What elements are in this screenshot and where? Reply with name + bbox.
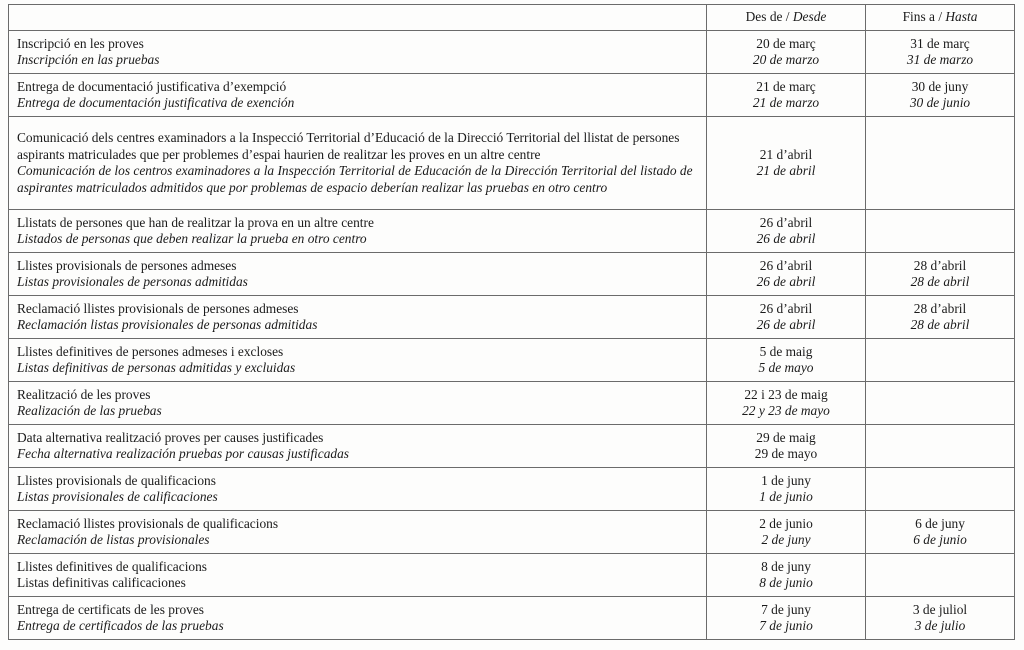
to-ca: 6 de juny (915, 515, 965, 531)
to-ca: 28 d’abril (913, 257, 967, 273)
activity-es: Reclamación listas provisionales de personas admitidas (17, 317, 318, 332)
from-es: 21 de marzo (752, 95, 820, 110)
activity-cell (9, 117, 707, 210)
activity-es: Listas definitivas de personas admitidas y excluidas (17, 360, 296, 375)
from-cell (707, 554, 866, 597)
from-ca: 1 de juny (761, 472, 811, 488)
header-to (866, 5, 1015, 31)
to-cell (866, 31, 1015, 74)
to-cell (866, 382, 1015, 425)
to-cell (866, 210, 1015, 253)
to-cell (866, 74, 1015, 117)
table-header-row (9, 5, 1015, 31)
from-es: 21 de abril (756, 163, 816, 178)
from-cell (707, 339, 866, 382)
header-activity (9, 5, 707, 31)
to-es: 30 de junio (909, 95, 971, 110)
from-cell (707, 74, 866, 117)
from-cell (707, 253, 866, 296)
to-es: 28 de abril (910, 274, 970, 289)
from-cell (707, 511, 866, 554)
activity-es: Entrega de documentación justificativa de exención (17, 95, 295, 110)
from-ca: 21 de març (756, 78, 816, 94)
from-ca: 26 d’abril (759, 300, 813, 316)
from-ca: 8 de juny (761, 558, 811, 574)
table-row (9, 554, 1015, 597)
to-cell (866, 117, 1015, 210)
activity-es: Fecha alternativa realización pruebas por causas justificadas (17, 446, 350, 461)
activity-ca: Inscripció en les proves (17, 35, 144, 51)
from-ca: 2 de junio (759, 515, 813, 531)
from-cell (707, 382, 866, 425)
from-es: 26 de abril (756, 274, 816, 289)
table-row (9, 382, 1015, 425)
from-cell (707, 425, 866, 468)
table-row (9, 253, 1015, 296)
activity-ca: Entrega de documentació justificativa d’exempció (17, 78, 287, 94)
activity-ca: Comunicació dels centres examinadors a la Inspecció Territorial d’Educació de la Direcció Territorial del llistat de persones aspirants matriculades que per problemes d’espai haurien de realitzar les proves en un altre centre (17, 130, 680, 162)
activity-es: Listas definitivas calificaciones (17, 575, 186, 590)
from-ca: 26 d’abril (759, 257, 813, 273)
from-es: 5 de mayo (758, 360, 814, 375)
from-ca: 5 de maig (759, 343, 813, 359)
to-es: 31 de marzo (906, 52, 974, 67)
from-ca: 29 de maig (756, 429, 816, 445)
to-ca: 28 d’abril (913, 300, 967, 316)
table-row (9, 31, 1015, 74)
activity-ca: Llistes definitives de qualificacions (17, 558, 208, 574)
header-to-ca: Fins a / (902, 9, 946, 25)
to-ca: 30 de juny (911, 78, 969, 94)
table-row (9, 468, 1015, 511)
to-ca: 31 de març (910, 35, 970, 51)
activity-es: Inscripción en las pruebas (17, 52, 160, 67)
header-to-es: Hasta (945, 9, 978, 25)
to-ca: 3 de juliol (912, 601, 968, 617)
from-cell (707, 31, 866, 74)
from-es: 26 de abril (756, 317, 816, 332)
to-cell (866, 253, 1015, 296)
to-cell (866, 339, 1015, 382)
activity-cell (9, 425, 707, 468)
activity-ca: Reclamació llistes provisionals de qualificacions (17, 515, 279, 531)
activity-ca: Entrega de certificats de les proves (17, 601, 205, 617)
table-row (9, 511, 1015, 554)
table-row (9, 339, 1015, 382)
activity-es: Realización de las pruebas (17, 403, 162, 418)
from-es: 2 de juny (761, 532, 811, 547)
activity-cell (9, 339, 707, 382)
activity-cell (9, 468, 707, 511)
activity-ca: Llistes provisionals de persones admeses (17, 257, 237, 273)
from-es: 22 y 23 de mayo (742, 403, 830, 418)
activity-es: Entrega de certificados de las pruebas (17, 618, 224, 633)
from-ca: 22 i 23 de maig (744, 386, 828, 402)
from-ca: 20 de març (756, 35, 816, 51)
to-cell (866, 554, 1015, 597)
activity-cell (9, 31, 707, 74)
activity-cell (9, 597, 707, 640)
activity-es: Comunicación de los centros examinadores a la Inspección Territorial de Educación de la Dirección Territorial del listado de aspirantes matriculados admitidos que por problemas de espacio deberían realizar las pruebas en otro centro (17, 163, 693, 195)
from-cell (707, 468, 866, 511)
table-row (9, 117, 1015, 210)
activity-cell (9, 382, 707, 425)
activity-ca: Llistes provisionals de qualificacions (17, 472, 216, 488)
from-es: 26 de abril (756, 231, 816, 246)
from-es: 7 de junio (759, 618, 813, 633)
from-cell (707, 296, 866, 339)
to-es: 6 de junio (913, 532, 967, 547)
activity-ca: Llistes definitives de persones admeses i excloses (17, 343, 284, 359)
activity-cell (9, 511, 707, 554)
from-es: 29 de mayo (754, 446, 818, 461)
table-row (9, 425, 1015, 468)
table-row (9, 296, 1015, 339)
calendar-table (8, 4, 1015, 640)
from-ca: 21 d’abril (759, 146, 813, 162)
from-cell (707, 117, 866, 210)
from-es: 20 de marzo (752, 52, 820, 67)
activity-ca: Llistats de persones que han de realitzar la prova en un altre centre (17, 214, 374, 230)
from-cell (707, 597, 866, 640)
table-row (9, 74, 1015, 117)
from-es: 1 de junio (759, 489, 813, 504)
activity-es: Listas provisionales de calificaciones (17, 489, 218, 504)
to-es: 28 de abril (910, 317, 970, 332)
activity-ca: Data alternativa realització proves per causes justificades (17, 429, 324, 445)
activity-ca: Realització de les proves (17, 386, 151, 402)
to-cell (866, 296, 1015, 339)
to-cell (866, 468, 1015, 511)
activity-cell (9, 296, 707, 339)
activity-cell (9, 253, 707, 296)
from-cell (707, 210, 866, 253)
header-from-ca: Des de / (745, 9, 793, 25)
from-ca: 26 d’abril (759, 214, 813, 230)
to-cell (866, 597, 1015, 640)
to-es: 3 de julio (914, 618, 966, 633)
table-row (9, 597, 1015, 640)
activity-cell (9, 210, 707, 253)
activity-ca: Reclamació llistes provisionals de persones admeses (17, 300, 299, 316)
to-cell (866, 425, 1015, 468)
to-cell (866, 511, 1015, 554)
from-ca: 7 de juny (761, 601, 811, 617)
activity-cell (9, 554, 707, 597)
activity-es: Listados de personas que deben realizar la prueba en otro centro (17, 231, 367, 246)
header-from (707, 5, 866, 31)
activity-es: Reclamación de listas provisionales (17, 532, 210, 547)
table-row (9, 210, 1015, 253)
activity-es: Listas provisionales de personas admitidas (17, 274, 248, 289)
from-es: 8 de junio (759, 575, 813, 590)
header-from-es: Desde (792, 9, 827, 25)
activity-cell (9, 74, 707, 117)
